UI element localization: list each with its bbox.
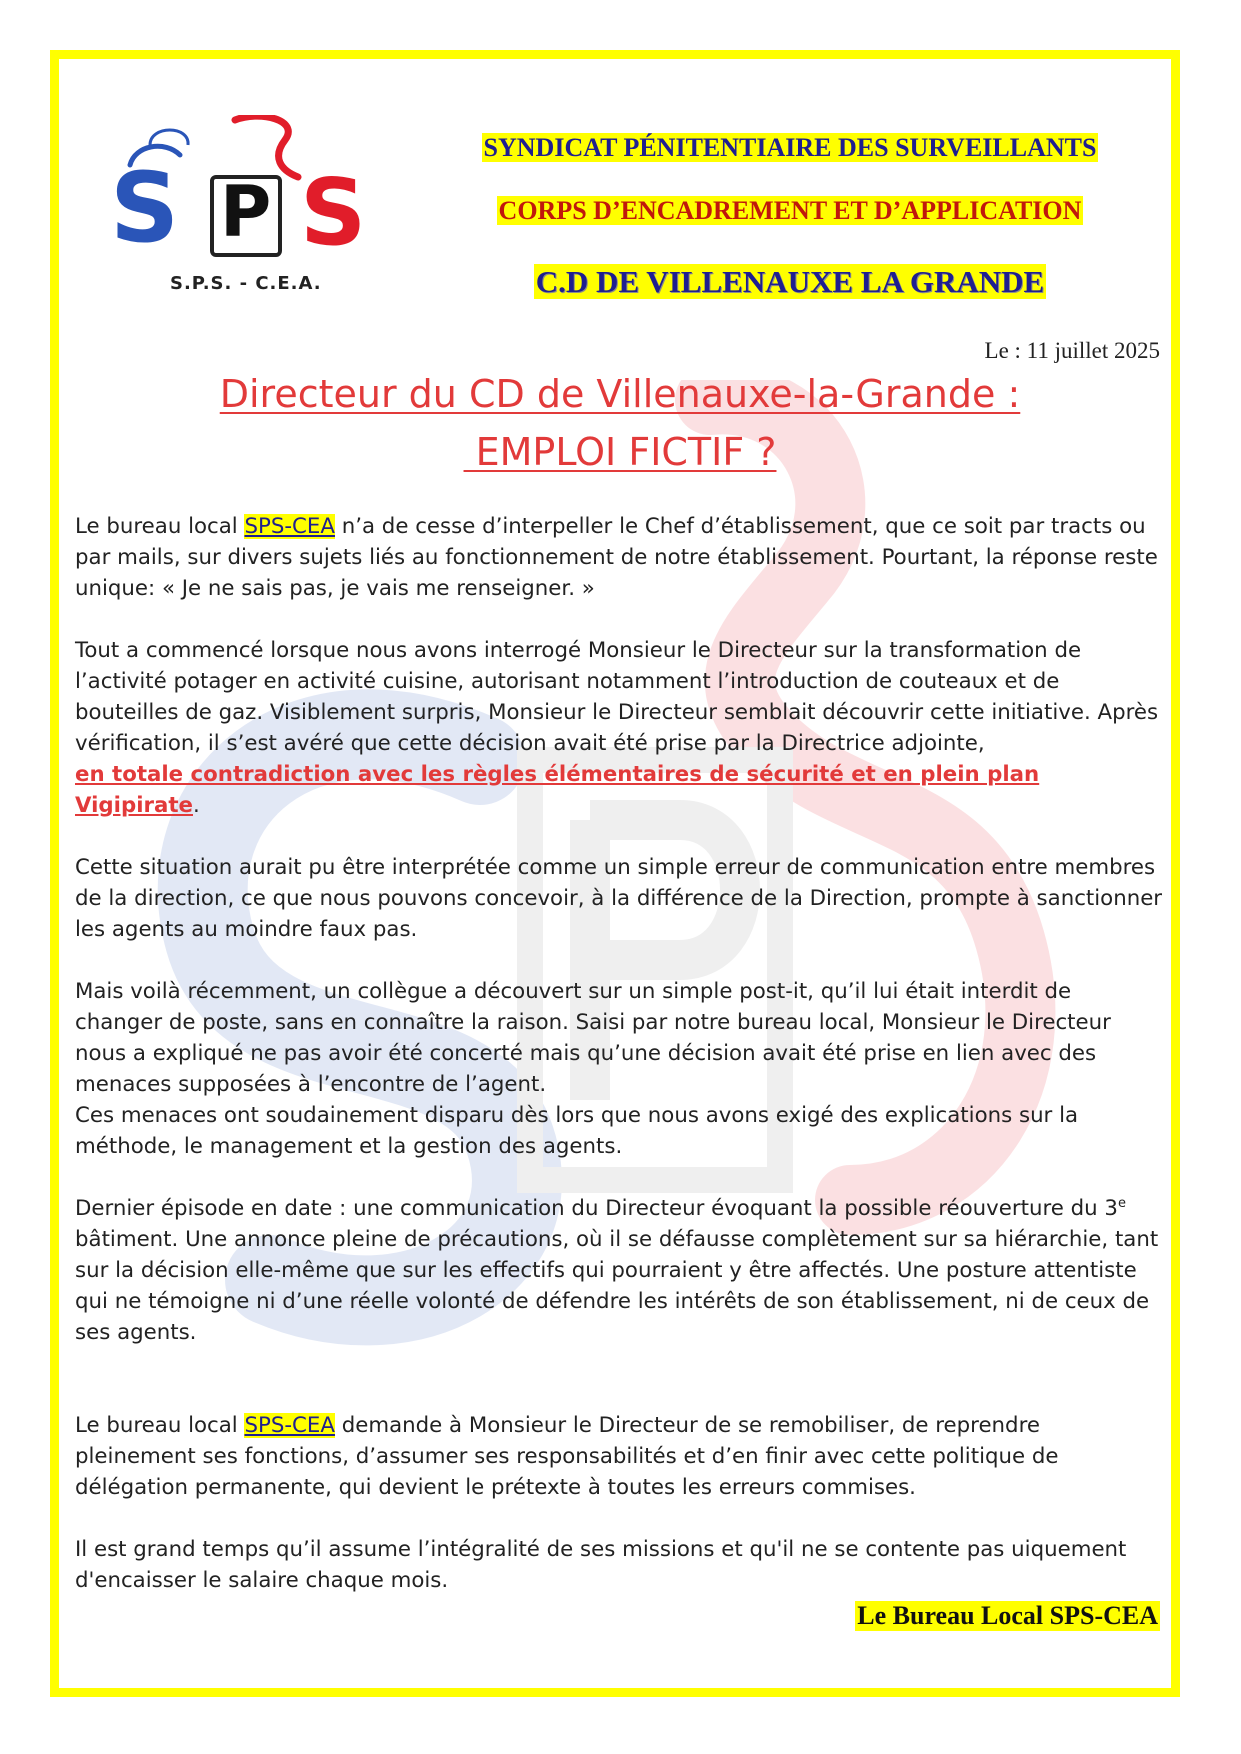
document-title-line-2: EMPLOI FICTIF ?	[463, 430, 777, 474]
signature: Le Bureau Local SPS-CEA	[857, 1601, 1158, 1630]
paragraph-3: Cette situation aurait pu être interprétée comme un simple erreur de communication entre membres de la direction, ce que nous pouvons concevoir, à la différence de la Direction, prompte à sanctionner les agents au moindre faux pas.	[75, 855, 1163, 942]
logo-letter-s1: S	[110, 152, 180, 264]
paragraph-6: Dernier épisode en date : une communication du Directeur évoquant la possible réouverture du 3e bâtiment. Une annonce pleine de précautions, où il se défausse complètement sur sa hiérarchie, tant sur la décision elle-même que sur les effectifs qui pourraient y être affectés. Une posture attentiste qui ne témoigne ni d’une réelle volonté de défendre les intérêts de son établissement, ni de ceux de ses agents.	[75, 1195, 1159, 1345]
sps-cea-highlight: SPS-CEA	[244, 514, 335, 539]
paragraph-2: Tout a commencé lorsque nous avons interrogé Monsieur le Directeur sur la transformation de l’activité potager en activité cuisine, autorisant notamment l’introduction de couteaux et de bouteilles de gaz. Visiblement surpris, Monsieur le Directeur semblait découvrir cette initiative. Après vérification, il s’est avéré que cette décision avait été prise par la Directrice adjointe, en totale contradiction avec les règles élémentaires de sécurité et en plein plan Vigipirate.	[75, 638, 1159, 818]
header-line-corps: CORPS D’ENCADREMENT ET D’APPLICATION	[498, 196, 1082, 225]
paragraph-5: Ces menaces ont soudainement disparu dès lors que nous avons exigé des explications sur la méthode, le management et la gestion des agents.	[75, 1103, 1079, 1159]
header-line-site: C.D DE VILLENAUXE LA GRANDE	[535, 264, 1045, 299]
paragraph-7: Le bureau local SPS-CEA demande à Monsieur le Directeur de se remobiliser, de reprendre pleinement ses fonctions, d’assumer ses responsabilités et d’en finir avec cette politique de délégation permanente, qui devient le prétexte à toutes les erreurs commises.	[75, 1413, 1059, 1500]
document-date: Le : 11 juillet 2025	[984, 338, 1160, 363]
security-warning-text: en totale contradiction avec les règles élémentaires de sécurité et en plein plan Vigipirate	[75, 762, 1040, 818]
logo-caption: S.P.S. - C.E.A.	[170, 273, 322, 294]
logo-letter-p: P	[220, 171, 272, 253]
sps-cea-highlight: SPS-CEA	[244, 1413, 335, 1438]
paragraph-1: Le bureau local SPS-CEA n’a de cesse d’interpeller le Chef d’établissement, que ce soit par tracts ou par mails, sur divers sujets liés au fonctionnement de notre établissement. Pourtant, la réponse reste unique: « Je ne sais pas, je vais me renseigner. »	[75, 514, 1158, 601]
document-body	[75, 511, 1165, 1596]
paragraph-8: Il est grand temps qu’il assume l’intégralité de ses missions et qu'il ne se contente pas uiquement d'encaisser le salaire chaque mois.	[75, 1537, 1127, 1593]
header-line-union: SYNDICAT PÉNITENTIAIRE DES SURVEILLANTS	[483, 133, 1097, 162]
sps-logo	[110, 115, 390, 305]
paragraph-4: Mais voilà récemment, un collègue a découvert sur un simple post-it, qu’il lui était interdit de changer de poste, sans en connaître la raison. Saisi par notre bureau local, Monsieur le Directeur nous a expliqué ne pas avoir été concerté mais qu’une décision avait été prise en lien avec des menaces supposées à l’encontre de l’agent.	[75, 979, 1111, 1097]
logo-letter-s2: S	[300, 159, 367, 266]
document-title-line-1: Directeur du CD de Villenauxe-la-Grande :	[219, 372, 1021, 416]
